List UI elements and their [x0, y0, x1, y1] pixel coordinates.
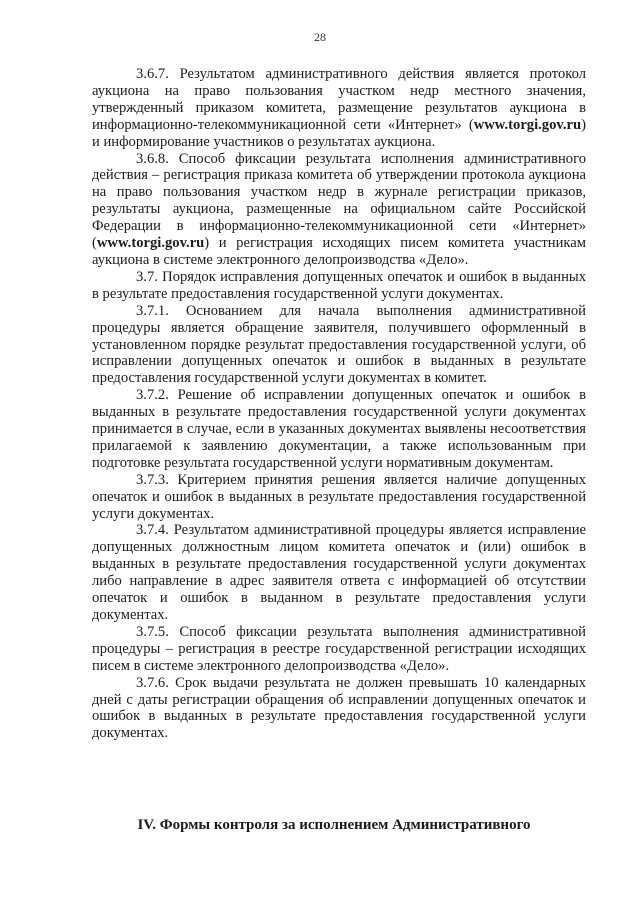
paragraph-3-7-5: 3.7.5. Способ фиксации результата выполнения административной процедуры – регистрация в реестре государственной регистрации исходящих писем в системе электронного делопроизводства «Дело».	[92, 623, 586, 674]
document-body	[92, 66, 586, 742]
website-link: www.torgi.gov.ru	[96, 235, 205, 252]
paragraph-3-7-4: 3.7.4. Результатом административной процедуры является исправление допущенных должностным лицом комитета опечаток и (или) ошибок в выданных в результате предоставления государственной услуги документах либо направление в адрес заявителя ответа с информацией об отсутствии опечаток и ошибок в выданном в результате предоставления услуги документах.	[92, 522, 586, 623]
page-number: 28	[314, 30, 326, 44]
section-heading	[0, 817, 640, 834]
paragraph-text: ) и регистрация исходящих писем комитета участникам аукциона в системе электронного делопроизводства «Дело».	[92, 235, 586, 268]
paragraph-3-7-3: 3.7.3. Критерием принятия решения является наличие допущенных опечаток и ошибок в выданных в результате предоставления государственной услуги документах.	[92, 471, 586, 522]
section-heading-text: IV. Формы контроля за исполнением Административного	[137, 817, 531, 833]
paragraph-3-7: 3.7. Порядок исправления допущенных опечаток и ошибок в выданных в результате предоставления государственной услуги документах.	[92, 268, 586, 302]
website-link: www.torgi.gov.ru	[473, 116, 582, 133]
paragraph-3-7-2: 3.7.2. Решение об исправлении допущенных опечаток и ошибок в выданных в результате предоставления государственной услуги документах принимается в случае, если в указанных документах выявлены несоответствия прилагаемой к заявлению документации, а также использованным при подготовке результата государственной услуги нормативным документам.	[92, 387, 586, 471]
paragraph-3-7-1: 3.7.1. Основанием для начала выполнения административной процедуры является обращение заявителя, получившего оформленный в установленном порядке результат предоставления государственной услуги, об исправлении допущенных опечаток и ошибок в выданных в результате предоставления государственной услуги документах в комитет.	[92, 302, 586, 387]
paragraph-text: 3.6.8. Способ фиксации результата исполнения административного действия – регистрация приказа комитета об утверждении протокола аукциона на право пользования участком недр в журнале регистрации приказов, результаты аукциона, размещенные на официальном сайте Российской Федерации в информационно-телекоммуникационной сети «Интернет» (	[92, 150, 586, 252]
paragraph-3-6-7	[92, 66, 586, 151]
paragraph-text: 3.6.7. Результатом административного действия является протокол аукциона на право пользования участком недр местного значения, утвержденный приказом комитета, размещение результатов аукциона в информационно-телекоммуникационной сети «Интернет» (	[92, 66, 586, 133]
paragraph-text: ) и информирование участников о результатах аукциона.	[92, 116, 586, 150]
paragraph-3-6-8	[92, 151, 586, 269]
paragraph-3-7-6: 3.7.6. Срок выдачи результата не должен превышать 10 календарных дней с даты регистрации обращения об исправлении допущенных опечаток и ошибок в выданных в результате предоставления государственной услуги документах.	[92, 674, 586, 742]
